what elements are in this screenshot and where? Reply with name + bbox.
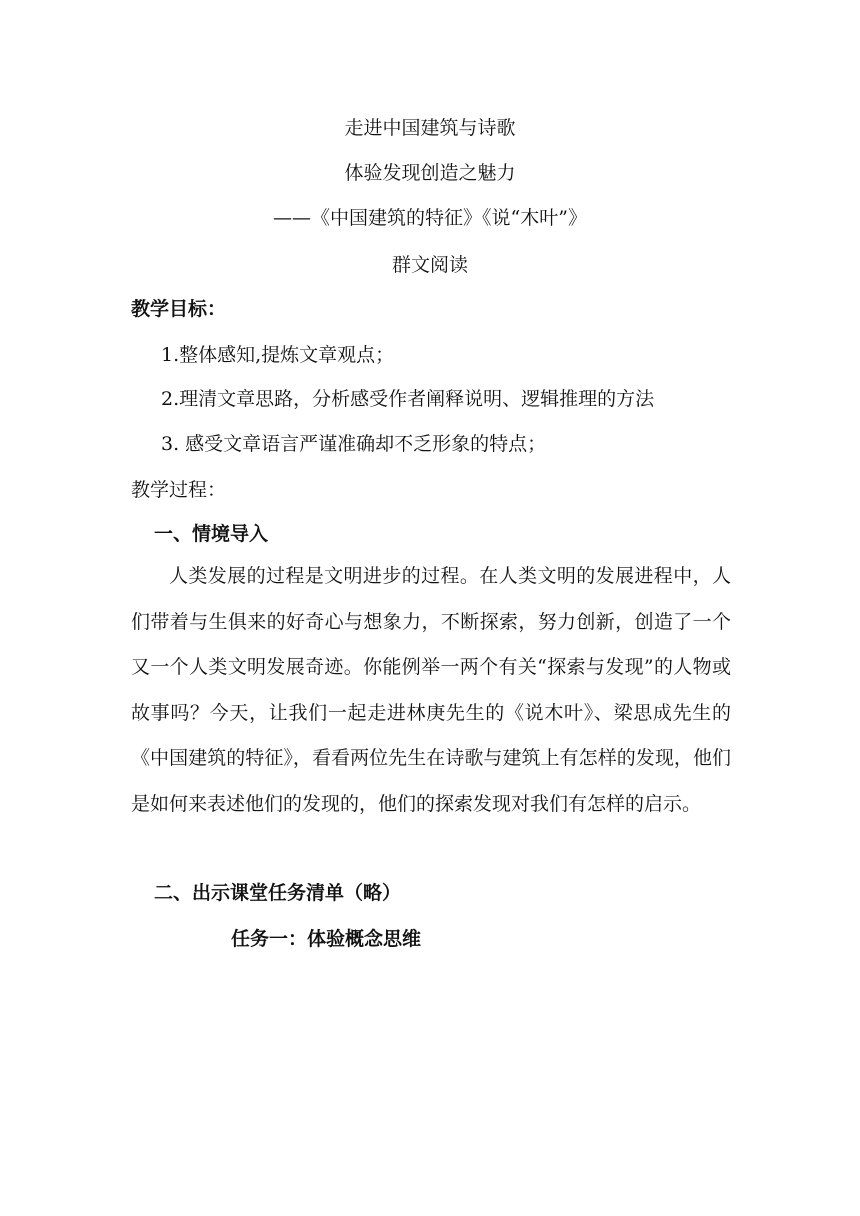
section-1-paragraph: 人类发展的过程是文明进步的过程。在人类文明的发展进程中，人们带着与生俱来的好奇心与想象力，不断探索，努力创新，创造了一个又一个人类文明发展奇迹。你能例举一两个有关“探索与发现”的人物或故事吗？今天，让我们一起走进林庚先生的《说木叶》、梁思成先生的《中国建筑的特征》，看看两位先生在诗歌与建筑上有怎样的发现，他们是如何来表述他们的发现的，他们的探索发现对我们有怎样的启示。	[131, 565, 731, 815]
section-1-heading: 一、情境导入	[154, 523, 269, 545]
objective-item-2: 2.理清文章思路，分析感受作者阐释说明、逻辑推理的方法	[161, 388, 655, 410]
title-line-1: 走进中国建筑与诗歌	[344, 117, 516, 139]
objectives-heading: 教学目标：	[131, 298, 227, 320]
objective-item-3: 3. 感受文章语言严谨准确却不乏形象的特点；	[161, 433, 547, 455]
title-line-2: 体验发现创造之魅力	[344, 162, 516, 184]
process-heading: 教学过程：	[131, 479, 227, 501]
section-2-heading: 二、出示课堂任务清单（略）	[154, 882, 402, 904]
title-line-4: 群文阅读	[391, 254, 468, 276]
task-1-heading: 任务一：体验概念思维	[231, 928, 422, 950]
objective-item-1: 1.整体感知,提炼文章观点；	[161, 344, 395, 366]
title-line-3: ——《中国建筑的特征》《说“木叶”》	[273, 207, 587, 229]
